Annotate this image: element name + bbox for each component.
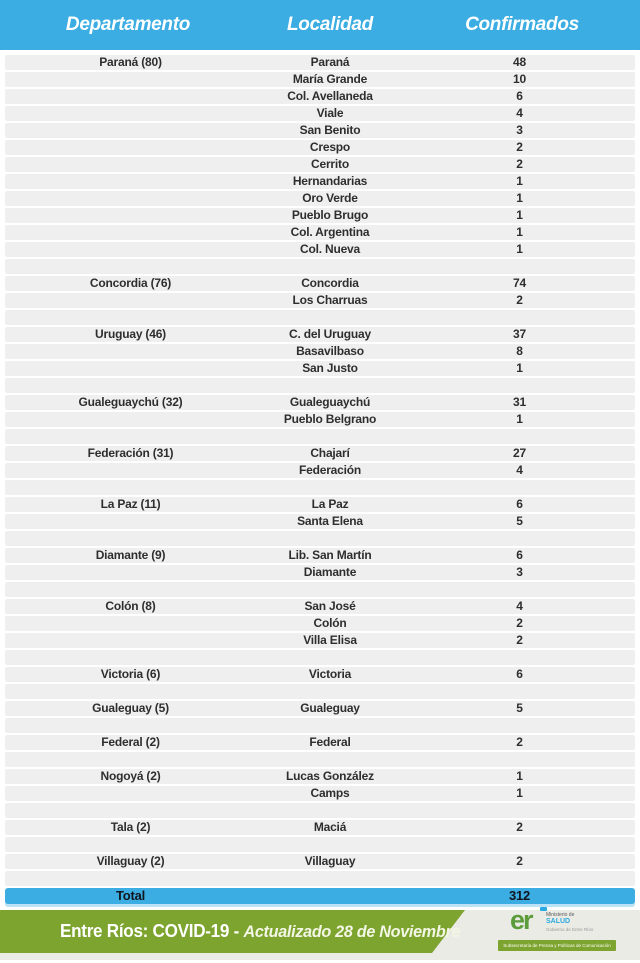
cell-department: La Paz (11) (100, 497, 161, 511)
ministry-line3: Gobierno de Entre Ríos (546, 927, 594, 932)
table-row (5, 446, 635, 461)
cell-confirmed: 2 (516, 854, 523, 868)
table-row (5, 395, 635, 410)
cell-confirmed: 4 (516, 463, 523, 477)
total-row (5, 888, 635, 904)
total-spacer (256, 888, 404, 904)
table-row (5, 633, 635, 648)
table-row (5, 701, 635, 716)
cell-confirmed: 37 (513, 327, 526, 341)
total-value: 312 (508, 888, 531, 903)
cell-department: Diamante (9) (95, 548, 166, 562)
cell-department (5, 565, 256, 580)
cell-locality: Col. Nueva (299, 242, 361, 256)
cell-confirmed: 5 (516, 701, 523, 715)
cell-locality: Col. Argentina (290, 225, 370, 239)
cell-department (5, 616, 256, 631)
group-separator (5, 752, 635, 767)
cell-department (5, 72, 256, 87)
cell-department: Gualeguay (5) (92, 701, 169, 715)
cell-locality: Gualeguay (300, 701, 360, 715)
cell-confirmed: 2 (516, 157, 523, 171)
cell-locality: Pueblo Brugo (291, 208, 369, 222)
er-logo-icon: er (510, 905, 532, 935)
cell-department (5, 514, 256, 529)
group-separator (5, 837, 635, 852)
cell-department: Nogoyá (2) (100, 769, 161, 783)
table-row (5, 548, 635, 563)
cell-locality: Maciá (313, 820, 347, 834)
table-row (5, 616, 635, 631)
cell-department (5, 89, 256, 104)
group-separator (5, 803, 635, 818)
cell-locality: Lucas González (286, 769, 374, 783)
cell-locality: Villaguay (304, 854, 356, 868)
cell-locality: Crespo (309, 140, 351, 154)
table-row (5, 123, 635, 138)
table-body (0, 50, 640, 886)
table-row (5, 327, 635, 342)
cell-confirmed: 4 (516, 599, 523, 613)
group-separator (5, 429, 635, 444)
cell-confirmed: 74 (513, 276, 526, 290)
group-separator (5, 871, 635, 886)
cell-locality: Santa Elena (297, 514, 363, 528)
table-row (5, 242, 635, 257)
cell-department: Tala (2) (110, 820, 151, 834)
cell-department (5, 174, 256, 189)
table-row (5, 667, 635, 682)
ministry-logo (498, 905, 620, 963)
ministry-line2: SALUD (546, 918, 571, 926)
cell-locality: Gualeguaychú (289, 395, 371, 409)
cell-department (5, 633, 256, 648)
cell-locality: Federal (309, 735, 351, 749)
cell-department (5, 463, 256, 478)
footer-title (60, 910, 460, 953)
cell-locality: Basavilbaso (296, 344, 364, 358)
cell-confirmed: 2 (516, 140, 523, 154)
table-row (5, 55, 635, 70)
table-header (0, 0, 640, 50)
cell-confirmed: 6 (516, 548, 523, 562)
cell-department (5, 123, 256, 138)
table-row (5, 225, 635, 240)
table-row (5, 820, 635, 835)
table-row (5, 514, 635, 529)
cell-locality: Los Charruas (292, 293, 368, 307)
cell-confirmed: 6 (516, 497, 523, 511)
cell-department (5, 191, 256, 206)
table-row (5, 106, 635, 121)
cell-department (5, 361, 256, 376)
table-row (5, 344, 635, 359)
footer-title-updated: Actualizado 28 de Noviembre (243, 922, 461, 941)
total-label: Total (115, 888, 146, 903)
cell-confirmed: 1 (516, 208, 523, 222)
cell-department: Federal (2) (101, 735, 160, 749)
table-row (5, 412, 635, 427)
cell-department (5, 140, 256, 155)
cell-confirmed: 1 (516, 174, 523, 188)
cell-department (5, 242, 256, 257)
table-row (5, 786, 635, 801)
cell-department (5, 208, 256, 223)
table-row (5, 565, 635, 580)
cell-confirmed: 1 (516, 225, 523, 239)
cell-locality: Villa Elisa (303, 633, 357, 647)
group-separator (5, 718, 635, 733)
cell-confirmed: 1 (516, 242, 523, 256)
group-separator (5, 480, 635, 495)
cell-department: Victoria (6) (100, 667, 161, 681)
table-row (5, 208, 635, 223)
group-separator (5, 582, 635, 597)
column-header-localidad: Localidad (287, 14, 373, 35)
cell-locality: San Benito (299, 123, 361, 137)
cell-locality: Diamante (303, 565, 357, 579)
cell-locality: Viale (316, 106, 344, 120)
cell-department (5, 412, 256, 427)
cell-confirmed: 3 (516, 565, 523, 579)
table-row (5, 769, 635, 784)
cell-confirmed: 6 (516, 667, 523, 681)
cell-locality: Oro Verde (302, 191, 358, 205)
table-row (5, 599, 635, 614)
ministry-text (546, 912, 593, 933)
cell-department: Colón (8) (105, 599, 156, 613)
cell-locality: Pueblo Belgrano (283, 412, 377, 426)
cell-department (5, 786, 256, 801)
cell-confirmed: 1 (516, 361, 523, 375)
cell-department: Villaguay (2) (96, 854, 165, 868)
footer-title-main: Entre Ríos: COVID-19 - (60, 921, 244, 941)
cell-locality: Hernandarias (292, 174, 368, 188)
group-separator (5, 378, 635, 393)
cell-confirmed: 2 (516, 735, 523, 749)
cell-confirmed: 5 (516, 514, 523, 528)
cell-locality: Col. Avellaneda (287, 89, 373, 103)
cell-department (5, 157, 256, 172)
table-row (5, 293, 635, 308)
table-row (5, 174, 635, 189)
group-separator (5, 650, 635, 665)
cell-confirmed: 31 (513, 395, 526, 409)
cell-confirmed: 1 (516, 786, 523, 800)
footer (0, 905, 640, 960)
cell-locality: Chajarí (310, 446, 350, 460)
table-row (5, 854, 635, 869)
ministry-line1: Ministerio de (546, 912, 575, 918)
column-header-confirmados: Confirmados (465, 14, 579, 35)
cell-locality: San Justo (302, 361, 358, 375)
cell-confirmed: 2 (516, 633, 523, 647)
column-header-departamento: Departamento (65, 14, 191, 35)
table-row (5, 735, 635, 750)
cell-department: Federación (31) (87, 446, 174, 460)
cell-confirmed: 48 (513, 55, 526, 69)
table-row (5, 89, 635, 104)
cell-confirmed: 1 (516, 412, 523, 426)
table-row (5, 72, 635, 87)
cell-locality: Concordia (301, 276, 359, 290)
cell-confirmed: 27 (513, 446, 526, 460)
cell-confirmed: 2 (516, 820, 523, 834)
cell-confirmed: 10 (513, 72, 526, 86)
cell-department: Paraná (80) (99, 55, 162, 69)
group-separator (5, 259, 635, 274)
cell-department: Gualeguaychú (32) (78, 395, 183, 409)
cell-confirmed: 1 (516, 191, 523, 205)
cell-department: Concordia (76) (89, 276, 172, 290)
cell-department (5, 344, 256, 359)
cell-locality: Federación (298, 463, 362, 477)
cell-locality: María Grande (292, 72, 368, 86)
table-row (5, 140, 635, 155)
group-separator (5, 531, 635, 546)
cell-locality: La Paz (311, 497, 349, 511)
cell-confirmed: 8 (516, 344, 523, 358)
cell-locality: Cerrito (311, 157, 349, 171)
cell-confirmed: 2 (516, 293, 523, 307)
table-row (5, 191, 635, 206)
cell-locality: Victoria (308, 667, 352, 681)
table-row (5, 157, 635, 172)
group-separator (5, 310, 635, 325)
cell-confirmed: 2 (516, 616, 523, 630)
cell-locality: C. del Uruguay (289, 327, 371, 341)
cell-confirmed: 4 (516, 106, 523, 120)
table-row (5, 276, 635, 291)
group-separator (5, 684, 635, 699)
cell-department: Uruguay (46) (95, 327, 166, 341)
ministry-sub-banner: Subsecretaría de Prensa y Políticas de Comunicación (498, 940, 616, 951)
cell-locality: Lib. San Martín (288, 548, 372, 562)
cell-department (5, 225, 256, 240)
cell-department (5, 293, 256, 308)
cell-confirmed: 1 (516, 769, 523, 783)
er-logo-accent-icon (540, 907, 547, 911)
cell-locality: San José (304, 599, 356, 613)
cell-locality: Camps (310, 786, 350, 800)
table-row (5, 361, 635, 376)
table-row (5, 463, 635, 478)
cell-locality: Colón (313, 616, 347, 630)
cell-department (5, 106, 256, 121)
cell-confirmed: 6 (516, 89, 523, 103)
table-row (5, 497, 635, 512)
cell-confirmed: 3 (516, 123, 523, 137)
cell-locality: Paraná (310, 55, 350, 69)
